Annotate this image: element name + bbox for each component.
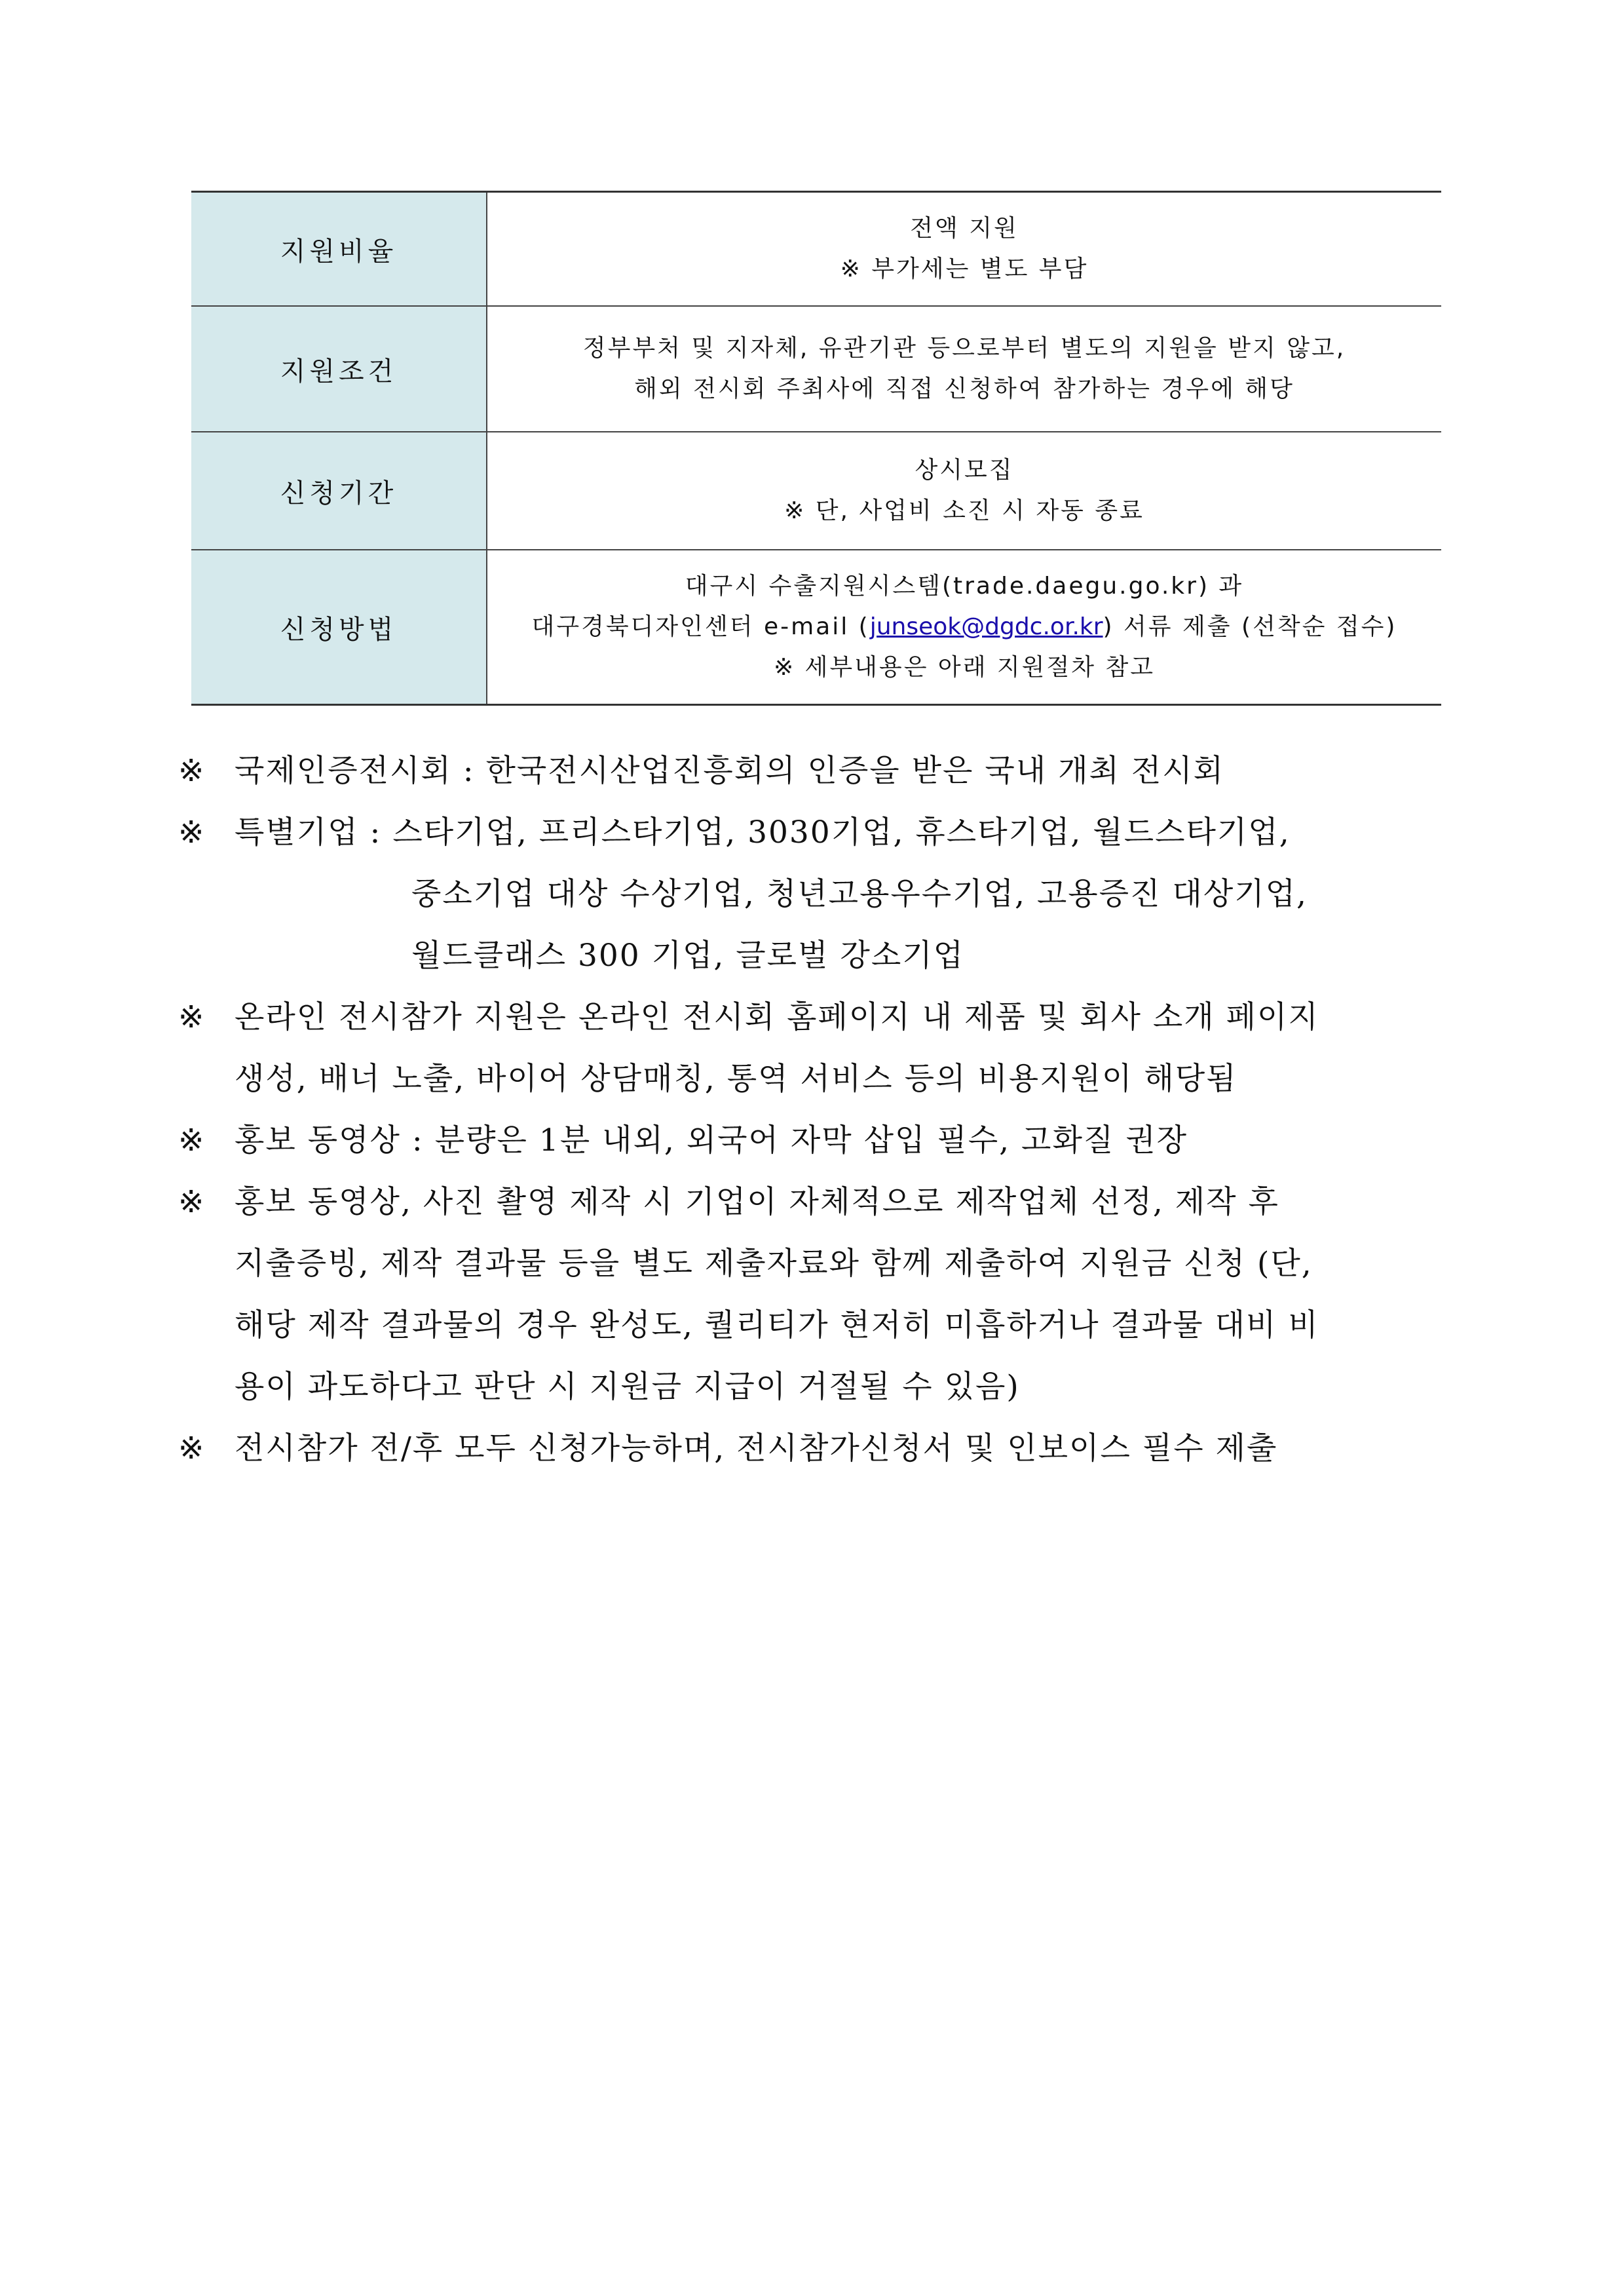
- row-value-application-method: [487, 550, 1441, 705]
- reference-mark: ※: [178, 814, 206, 851]
- row-label-support-conditions: 지원조건: [191, 306, 487, 432]
- table-row-support-conditions: [191, 306, 1441, 432]
- row-label-application-method: 신청방법: [191, 550, 487, 705]
- application-method-line-2-prefix: 대구경북디자인센터 e-mail (: [531, 613, 870, 640]
- note-application-timing: [178, 1418, 1462, 1480]
- reference-mark: ※: [178, 999, 206, 1035]
- note-text: 홍보 동영상, 사진 촬영 제작 시 기업이 자체적으로 제작업체 선정, 제작 후: [235, 1184, 1279, 1220]
- support-conditions-line-2: 해외 전시회 주최사에 직접 신청하여 참가하는 경우에 해당: [634, 375, 1294, 402]
- note-text: 전시참가 전/후 모두 신청가능하며, 전시참가신청서 및 인보이스 필수 제출: [235, 1430, 1278, 1466]
- row-label-application-period: 신청기간: [191, 432, 487, 550]
- support-conditions-line-1: 정부부처 및 지자체, 유관기관 등으로부터 별도의 지원을 받지 않고,: [582, 335, 1346, 362]
- note-text: 홍보 동영상 : 분량은 1분 내외, 외국어 자막 삽입 필수, 고화질 권장: [235, 1122, 1188, 1158]
- application-period-line-1: 상시모집: [915, 457, 1014, 484]
- application-method-line-2-suffix: ) 서류 제출 (선착순 접수): [1103, 613, 1397, 640]
- note-production-cont-1: 지출증빙, 제작 결과물 등을 별도 제출자료와 함께 제출하여 지원금 신청 (단,: [235, 1246, 1313, 1282]
- table-row-support-ratio: [191, 192, 1441, 307]
- application-method-line-1: 대구시 수출지원시스템(trade.daegu.go.kr) 과: [685, 573, 1244, 600]
- email-link[interactable]: junseok@dgdc.or.kr: [869, 613, 1103, 640]
- row-value-support-ratio: [487, 192, 1441, 307]
- row-value-application-period: [487, 432, 1441, 550]
- note-production: [178, 1172, 1462, 1233]
- reference-mark: ※: [178, 1184, 206, 1220]
- support-ratio-line-2: ※ 부가세는 별도 부담: [840, 256, 1089, 282]
- reference-mark: ※: [178, 1122, 206, 1158]
- application-method-line-3: ※ 세부내용은 아래 지원절차 참고: [773, 654, 1156, 681]
- row-label-support-ratio: 지원비율: [191, 192, 487, 307]
- note-special-companies-cont-2: 월드클래스 300 기업, 글로벌 강소기업: [411, 938, 965, 974]
- note-text: 온라인 전시참가 지원은 온라인 전시회 홈페이지 내 제품 및 회사 소개 페이지: [235, 999, 1319, 1035]
- application-method-line-2: [487, 607, 1441, 647]
- application-period-line-2: ※ 단, 사업비 소진 시 자동 종료: [784, 497, 1144, 524]
- reference-mark: ※: [178, 753, 206, 789]
- note-production-cont-2: 해당 제작 결과물의 경우 완성도, 퀄리티가 현저히 미흡하거나 결과물 대비 비: [235, 1307, 1319, 1343]
- note-online-exhibition: [178, 987, 1462, 1048]
- notes-section: [178, 740, 1462, 1480]
- table-row-application-period: [191, 432, 1441, 550]
- support-info-table: [191, 191, 1441, 706]
- note-certified-exhibition: [178, 740, 1462, 802]
- reference-mark: ※: [178, 1430, 206, 1466]
- row-value-support-conditions: [487, 306, 1441, 432]
- note-production-cont-3: 용이 과도하다고 판단 시 지원금 지급이 거절될 수 있음): [235, 1369, 1020, 1405]
- note-text: 국제인증전시회 : 한국전시산업진흥회의 인증을 받은 국내 개최 전시회: [235, 753, 1225, 789]
- note-text: 특별기업 : 스타기업, 프리스타기업, 3030기업, 휴스타기업, 월드스타기업,: [235, 814, 1291, 851]
- note-online-exhibition-cont: 생성, 배너 노출, 바이어 상담매칭, 통역 서비스 등의 비용지원이 해당됨: [235, 1061, 1237, 1097]
- note-special-companies: [178, 802, 1462, 864]
- table-row-application-method: [191, 550, 1441, 705]
- note-promo-video: [178, 1110, 1462, 1172]
- note-special-companies-cont-1: 중소기업 대상 수상기업, 청년고용우수기업, 고용증진 대상기업,: [411, 876, 1308, 912]
- support-ratio-line-1: 전액 지원: [910, 215, 1019, 242]
